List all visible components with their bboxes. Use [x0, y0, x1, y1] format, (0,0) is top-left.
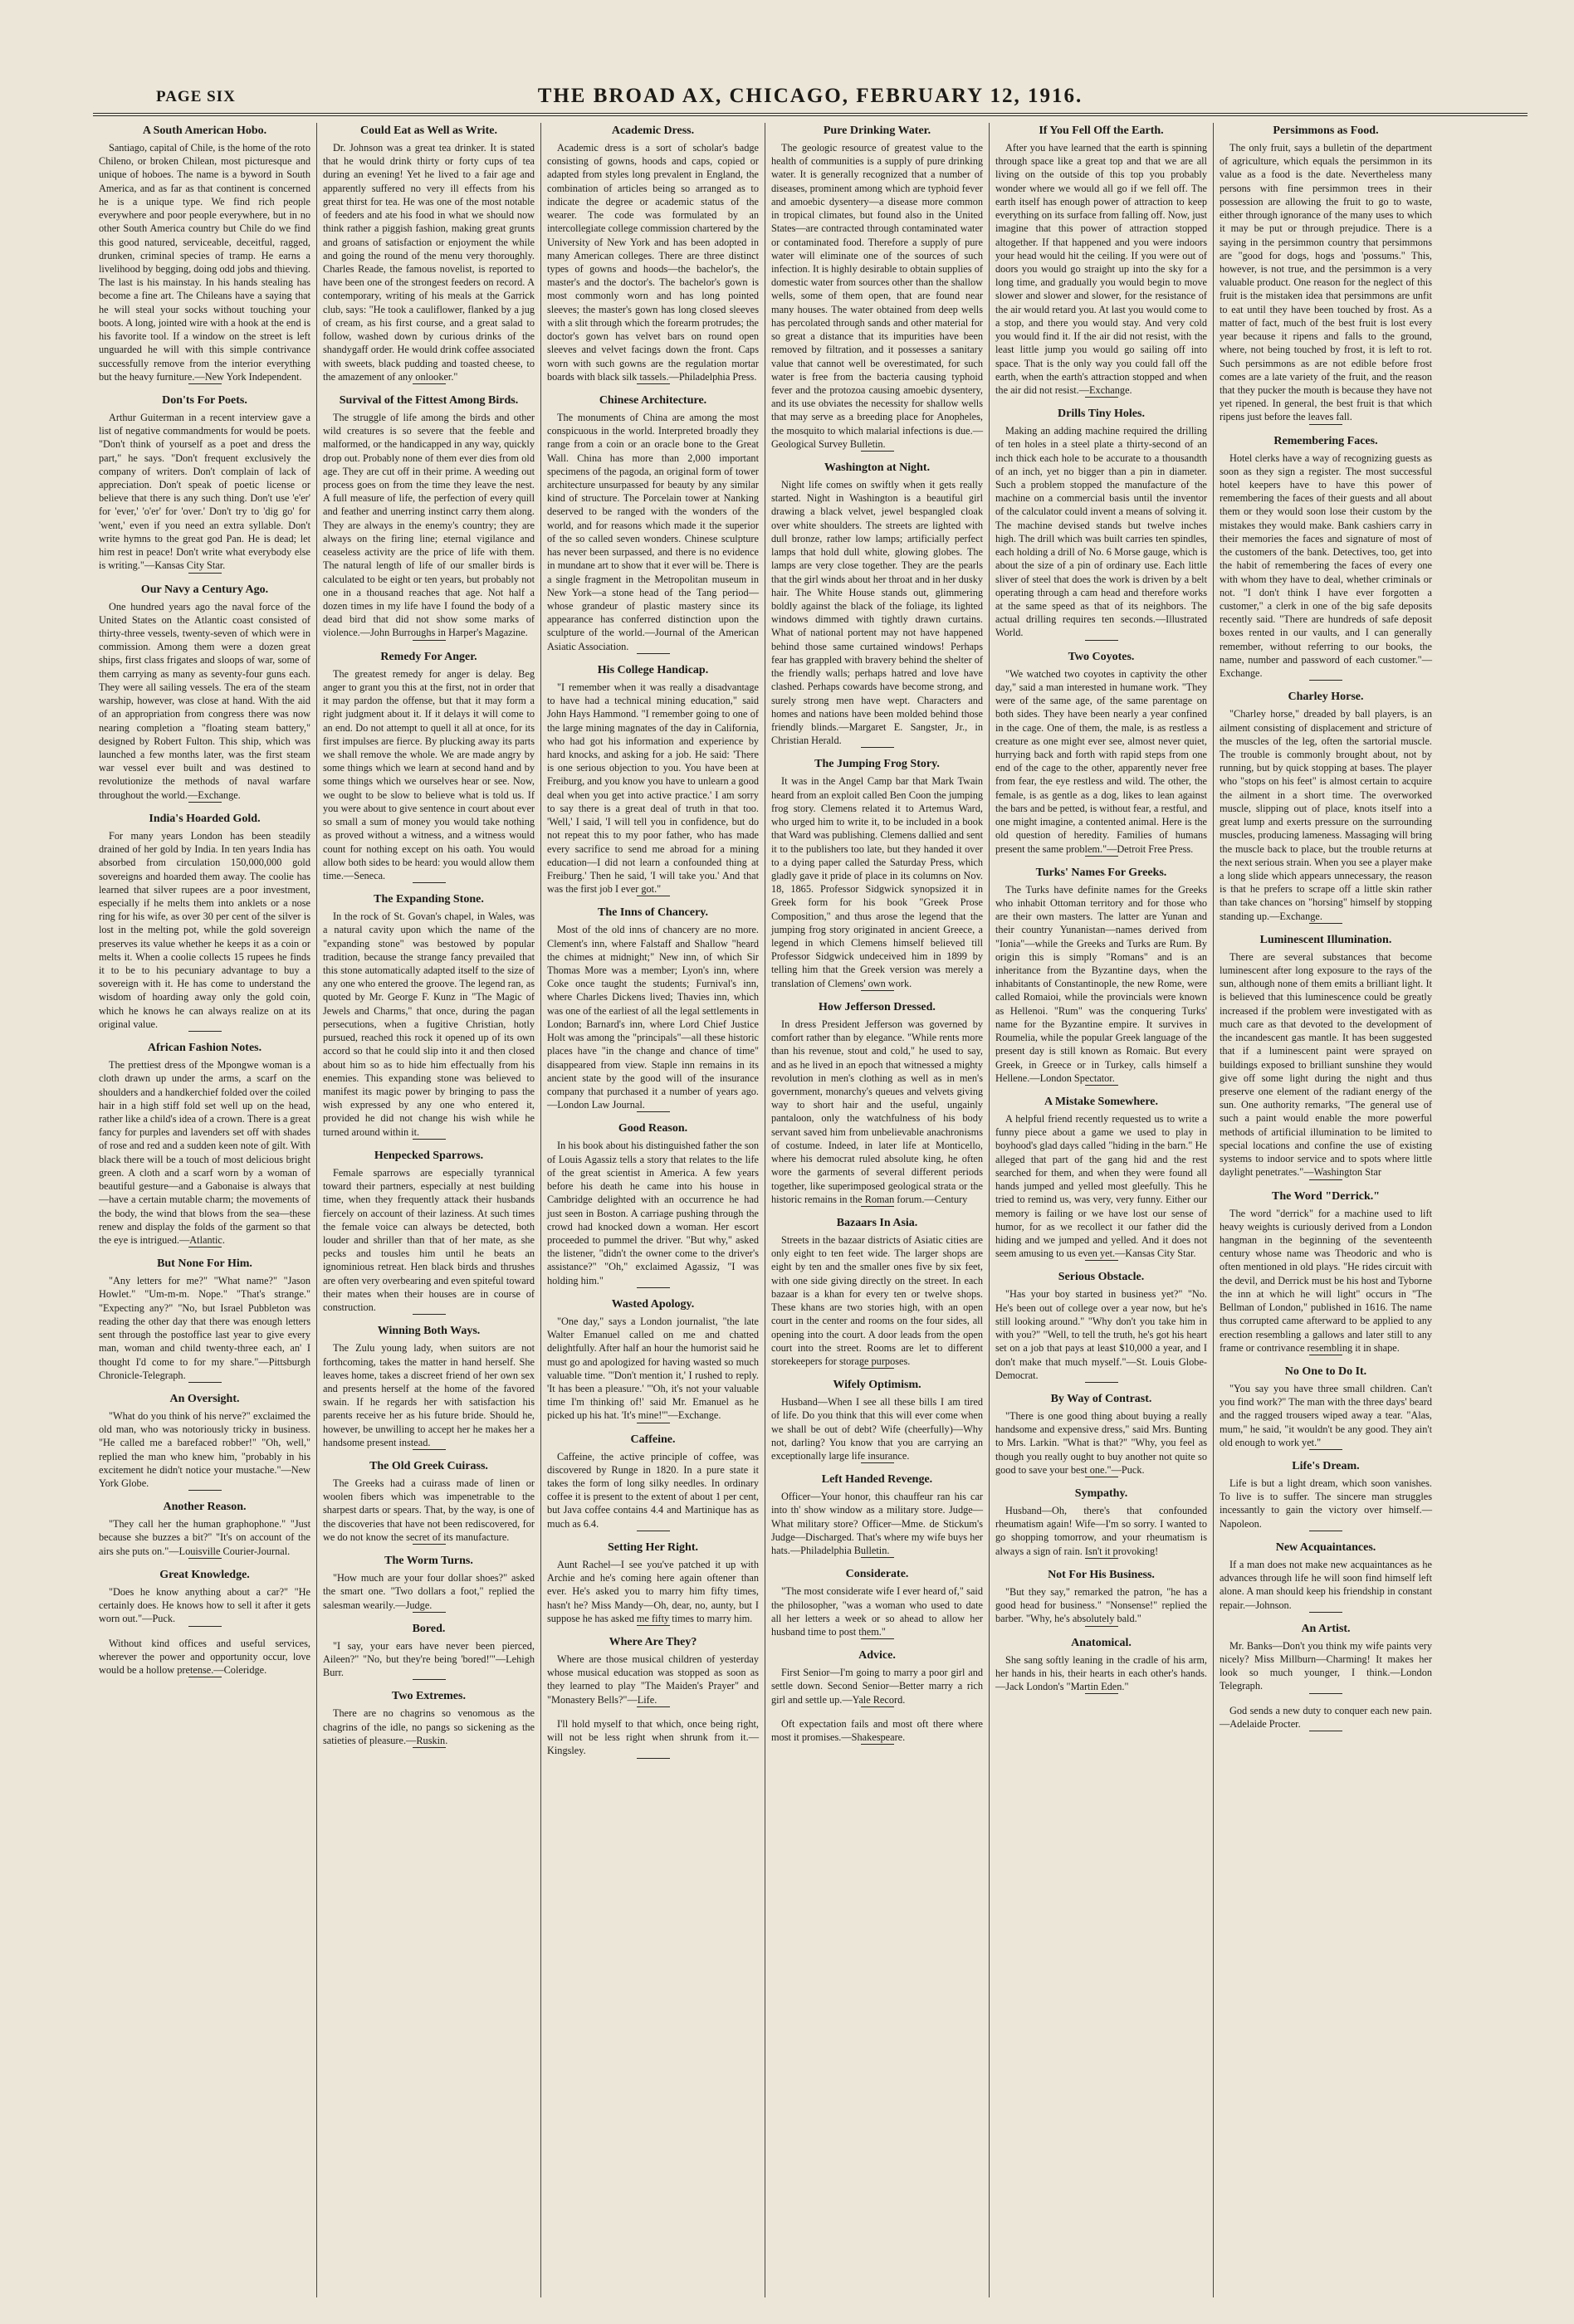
article-headline: The Inns of Chancery. — [597, 906, 709, 920]
article-headline: Another Reason. — [163, 1501, 247, 1514]
article — [323, 893, 535, 1140]
article-divider — [1309, 1612, 1342, 1613]
article-divider — [1085, 1693, 1118, 1694]
article-divider — [861, 1638, 894, 1639]
article — [1220, 691, 1432, 924]
article — [995, 867, 1207, 1086]
article-headline: African Fashion Notes. — [147, 1042, 262, 1055]
article-headline: How Jefferson Dressed. — [819, 1000, 936, 1013]
article-headline: Charley Horse. — [1288, 691, 1364, 704]
article-body: First Senior—I'm going to marry a poor girl and settle down. Second Senior—Better marry a rich girl and settle up.—Yale Record. — [771, 1667, 983, 1706]
article — [771, 758, 983, 991]
article-headline: A South American Hobo. — [142, 124, 267, 137]
article-body: "I say, your ears have never been pierced, Aileen?" "No, but they're being 'bored!'"—Lehigh Burr. — [323, 1639, 535, 1679]
article-body: Female sparrows are especially tyrannical toward their partners, especially at nest building time, when they frequently attack their husbands fiercely on account of their laziness. At such times the female voice can always be detected, both louder and shriller than that of her mate, as she pecks and tousles him until he beats an ignominious retreat. Hen black birds and thrushes are often very overbearing and even spiteful toward their mates when their houses are in course of construction. — [323, 1166, 535, 1314]
article-divider — [637, 1758, 670, 1759]
article-headline: Considerate. — [845, 1568, 909, 1581]
article-headline: Not For His Business. — [1048, 1568, 1155, 1581]
article-headline: The Worm Turns. — [384, 1555, 473, 1568]
article — [323, 1460, 535, 1545]
article-body: A helpful friend recently requested us to write a funny piece about a game we used to play in boyhood's glad days called "hiding in the barn." He alleged that part of the gang hid and the rest searched for them, and when they were found all hands jumped and yelled most gleefully. This he tried to remind us, was very, very funny. Either our memory is failing or we have lost our sense of humor, for as we recollect it our father did the hiding and we jumped and yelled. And it does not seem amusing to us even yet.—Kansas City Star. — [995, 1113, 1207, 1260]
article — [99, 813, 310, 1032]
article-divider — [1085, 1626, 1118, 1627]
article — [771, 1473, 983, 1558]
article-headline: By Way of Contrast. — [1050, 1392, 1152, 1405]
article — [995, 408, 1207, 641]
article-headline: Could Eat as Well as Write. — [360, 124, 497, 137]
article-body: Life is but a light dream, which soon vanishes. To live is to suffer. The sincere man struggles incessantly to gain the victory over himself.—Napoleon. — [1220, 1477, 1432, 1530]
article — [1220, 1704, 1432, 1731]
article-divider — [861, 1462, 894, 1463]
article-divider — [1085, 856, 1118, 857]
article-headline: If You Fell Off the Earth. — [1039, 124, 1164, 137]
page-number: PAGE SIX — [156, 88, 236, 105]
article-body: It was in the Angel Camp bar that Mark Twain heard from an exploit called Ben Coon the jumping frog story. Clemens related it to Artemus Ward, who urged him to write it, to be included in a book that Ward was publishing. Clemens dallied and sent it to the publishers too late, but they handed it over to a dying paper called the Saturday Press, which gladly gave it pride of place in its columns on Nov. 18, 1865. Professor Sidgwick synopsized it in Greek form for his book "Greek Prose Composition," and thus arose the legend that the jumping frog story originated in ancient Greece, a legend in which Clemens himself believed till Professor Sidgwick undeceived him in 1899 by telling him that the Greek version was merely a translation of Clemens' own work. — [771, 775, 983, 989]
article-body: After you have learned that the earth is spinning through space like a great top and that we are all living on the outside of this top you probably wonder where we would all go if we fell off. The earth itself has enough power of attraction to keep everything on its surface from falling off. Now, just imagine that this power of attraction stopped altogether. If that happened and you were indoors your head would hit the ceiling. If you were out of doors you would go straight up into the sky for a long time, and gradually you would begin to move slower and slower and slower, for the resistance of the air would retard you. At last you would come to a stop, and there you would stay. And very cold you would find it. If the air did not resist, with the least little jump you would go sailing off into space. That is the only way you could fall off the earth, when the earth's attraction stopped and when the air did not resist.—Exchange. — [995, 142, 1207, 396]
columns — [93, 123, 1528, 2297]
article-headline: But None For Him. — [157, 1257, 252, 1271]
article-body: Aunt Rachel—I see you've patched it up with Archie and he's coming here again oftener than ever. He's asked you to marry him fifty times, hasn't he? Miss Mandy—Oh, dear, no, aunty, but I suppose he has asked me fifty times to marry him. — [547, 1558, 759, 1624]
article — [547, 906, 759, 1112]
article — [1220, 1623, 1432, 1694]
article-body: Officer—Your honor, this chauffeur ran his car into th' show window as a military store. Judge—What military store? Officer—Mme. de Stickum's Judge—Discharged. That's where my wife buys her hats.—Philadelphia Bulletin. — [771, 1491, 983, 1557]
article-divider — [637, 653, 670, 654]
article — [547, 1541, 759, 1626]
article — [995, 1487, 1207, 1559]
article-body: "They call her the human graphophone." "Just because she buzzes a bit?" "It's on account of the airs she puts on."—Louisville Courier-Journal. — [99, 1518, 310, 1557]
article — [99, 124, 310, 384]
article — [995, 1569, 1207, 1627]
article — [547, 1717, 759, 1759]
article — [771, 1649, 983, 1707]
article — [1220, 934, 1432, 1180]
article-body: The only fruit, says a bulletin of the department of agriculture, which equals the persimmon in its value as a food is the date. Nevertheless many persons with fine persimmon trees in their possession are allowing the fruit to go to waste, either through ignorance of the many uses to which it may be put or through prejudice. There is a saying in the persimmon country that persimmons are "good for dogs, hogs and 'possums." This, however, is not true, and the persimmon is a very valuable product. One reason for the neglect of this fruit is the mistaken idea that persimmons are unfit to eat until they have been touched by frost. As a matter of fact, much of the best fruit is lost every year because it ripens and falls to the ground, where, not being touched by frost, it is left to rot. Such persimmons as are not edible before frost comes are a late variety of the fruit, and the reason that they pucker the mouth is because they have not yet ripened. In general, the best fruit is that which ripens just before the leaves fall. — [1220, 142, 1432, 423]
article — [99, 1569, 310, 1627]
article — [323, 394, 535, 641]
column-6 — [1214, 123, 1438, 2297]
article-body: Night life comes on swiftly when it gets really started. Night in Washington is a beautiful girl drawing a black velvet, jewel bespangled cloak over white shoulders. The streets are lighted with dull bronze, rather low lamps; artificially perfect lamps that hold dull white, glowing globes. The lamps are very close together. They are the pearls that the girl winds about her throat and in her dusky hair. The White House stands out, glimmering boldly against the black of the foliage, its lighted windows dimmed with tightly drawn curtains. What of national portent may not have happened behind those same curtained windows! Perhaps fear has grappled with bravery behind the shelter of the friendly walls; perhaps hatred and love have clashed. Perhaps cowards have become strong, and surely strong men have wept. Characters and homes and nations have been molded behind those friendly blinds.—Margaret E. Sangster, Jr., in Christian Herald. — [771, 479, 983, 747]
article-headline: Good Reason. — [618, 1122, 688, 1135]
article-body: I'll hold myself to that which, once being right, will not be less right when shrunk from it.—Kingsley. — [547, 1717, 759, 1757]
article-body: Caffeine, the active principle of coffee, was discovered by Runge in 1820. In a pure state it takes the form of long silky needles. In ordinary coffee it is present to the extent of about 1 per cent, but Java coffee contains 4.4 and Martinique has as much as 6.4. — [547, 1450, 759, 1530]
article-headline: Advice. — [858, 1649, 896, 1662]
article-headline: Academic Dress. — [611, 124, 695, 137]
article — [547, 1122, 759, 1287]
article-body: The geologic resource of greatest value to the health of communities is a supply of pure drinking water. It is generally recognized that a number of diseases, prominent among which are typhoid fever and amoebic dysentery—a disease more common in tropical climates, but found also in the United States—are contracted through contaminated water or contaminated food. Therefore a supply of pure water will eliminate one of the sources of such infection. It is highly desirable to obtain supplies of domestic water from sources other than the shallow wells, some of them open, that are found near many houses. The water obtained from deep wells has percolated through sands and other material for so great a distance that its impurities have been removed by filtration, and it possesses a sanitary value that cannot well be overestimated, for such water is free from the bacteria causing typhoid fever and the protozoa causing amoebic dysentery, and its use obviates the necessity for shallow wells that may serve as a breeding place for Anopheles, the mosquito to which malarial infections is due.—Geological Survey Bulletin. — [771, 142, 983, 450]
article — [1220, 1460, 1432, 1531]
article — [771, 1217, 983, 1369]
article-headline: Survival of the Fittest Among Birds. — [339, 393, 519, 407]
article — [99, 1393, 310, 1491]
article-divider — [413, 1747, 446, 1748]
article — [995, 1271, 1207, 1383]
article-headline: The Jumping Frog Story. — [814, 758, 940, 771]
article-divider — [861, 1206, 894, 1207]
article — [99, 583, 310, 803]
article-headline: Pure Drinking Water. — [823, 124, 931, 137]
article-divider — [1309, 923, 1342, 924]
article-headline: Chinese Architecture. — [599, 393, 707, 407]
article-divider — [188, 1558, 222, 1559]
article-headline: Left Handed Revenge. — [821, 1473, 933, 1487]
article-divider — [413, 383, 446, 384]
article-headline: Remedy For Anger. — [380, 650, 477, 663]
article-body: Most of the old inns of chancery are no more. Clement's inn, where Falstaff and Shallow "heard the chimes at midnight;" New inn, of which Sir Thomas More was a member; Lyon's inn, where Coke once taught the students; Furnival's inn, where Charles Dickens lived; Thavies inn, which was one of the earliest of all the legal settlements in London; Barnard's inn, where Lord Chief Justice Holt was among the "principals"—all these historic places have "in the change and chance of time" disappeared from view. Staple inn remains in its ancient state by the good will of the insurance company that purchased it a number of years ago.—London Law Journal. — [547, 924, 759, 1111]
article-divider — [637, 1706, 670, 1707]
article-body: "We watched two coyotes in captivity the other day," said a man interested in humane work. "They were of the same age, of the same parentage on both sides. They have been nearly a year confined in the cage. One of them, the male, is as restless a creature as one might ever see, almost never quiet, hurrying back and forth with rapid steps from one end of the cage to the other, apparently never free from fear, the eye restless and wild. The other, the female, is as gentle as a dog, likes to lean against the bars and be petted, is without fear, a restful, and one might imagine, a contented animal. Here is the old question of heredity. Families of humans present the same problem."—Detroit Free Press. — [995, 667, 1207, 855]
article-headline: Washington at Night. — [824, 461, 931, 475]
article-headline: Sympathy. — [1074, 1487, 1128, 1501]
article-headline: Wasted Apology. — [611, 1297, 695, 1311]
article-body: The prettiest dress of the Mpongwe woman is a cloth drawn up under the arms, a scarf on the shoulders and a handkerchief folded over the coiled hair in a high stiff fold set well up on the head, rather like a child's idea of a crown. There is a great fancy for purples and lavenders set off with shades of rose and red and a sudden keen note of gilt. With black there will be a touch of most delicious bright green. A cloth and a scarf worn by a woman of beautiful gesture—and a Gabonaise is always that—have a certain mutable charm; the movements of the body, the wind that blows from the sea—these renew and display the folds of the garment so that the eye is intrigued.—Atlantic. — [99, 1059, 310, 1246]
article — [995, 124, 1207, 398]
article-body: Making an adding machine required the drilling of ten holes in a steel plate a thirty-second of an inch thick each hole to be accurate to a thousandth of an inch, yet no bigger than a pin in diameter. Such a problem stopped the manufacture of the machine on a commercial basis until the inventor of the calculator could invent a means of solving it. The machine devised stands but twelve inches high. The drill which was built carries ten spindles, each holding a drill of No. 6 Morse gauge, which is about the size of a pin of ordinary use. Each little sliver of steel that does the work is driven by a belt operating through a cam head and therefore works at the same speed as that of its neighbors. The actual drilling requires ten seconds.—Illustrated World. — [995, 425, 1207, 639]
article-body: God sends a new duty to conquer each new pain.—Adelaide Procter. — [1220, 1704, 1432, 1730]
article-headline: Remembering Faces. — [1273, 434, 1378, 447]
article-divider — [1085, 1260, 1118, 1261]
article-headline: An Artist. — [1301, 1622, 1351, 1635]
article — [323, 1555, 535, 1613]
article — [1220, 1365, 1432, 1450]
article-divider — [1085, 1558, 1118, 1559]
article-headline: Wifely Optimism. — [833, 1379, 921, 1392]
article — [547, 1433, 759, 1531]
article — [547, 1636, 759, 1707]
article-divider — [637, 383, 670, 384]
article-body: The monuments of China are among the most conspicuous in the world. Interpreted broadly they range from a coin or an oracle bone to the Great Wall. China has more than 2,000 important specimens of the pagoda, an original form of tower architecture unsurpassed for beauty by any similar kind of structure. The Porcelain tower at Nanking deserved to be ranged with the wonders of the world, and for reasons which made it the superior of the so called seven wonders. Chinese sculpture has never been surpassed, and there is no evidence in mundane art to show that it ever will be. There is a single fragment in the Metropolitan museum in New York—a stone head of the Tang period—whose grandeur of plastic mastery since its appearance has conferred distinction upon the sculpture of the world.—Journal of the American Asiatic Association. — [547, 411, 759, 652]
article-body: "But they say," remarked the patron, "he has a good head for business." "Nonsense!" replied the barber. "Why, he's absolutely bald." — [995, 1585, 1207, 1625]
article-headline: New Acquaintances. — [1275, 1540, 1376, 1554]
article-headline: Life's Dream. — [1292, 1460, 1360, 1473]
article-divider — [413, 1139, 446, 1140]
article-divider — [413, 882, 446, 883]
article — [995, 651, 1207, 857]
article-body: "Has your boy started in business yet?" "No. He's been out of college over a year now, but he's still looking around." "Why don't you take him in with you?" "Well, to tell the truth, he's got his heart set on a job that pays at least $10,000 a year, and I don't make that much myself."—St. Louis Globe-Democrat. — [995, 1288, 1207, 1381]
article-headline: The Old Greek Cuirass. — [369, 1460, 488, 1473]
article-divider — [1309, 680, 1342, 681]
article-body: Dr. Johnson was a great tea drinker. It is stated that he would drink thirty or forty cups of tea during an evening! Yet he lived to a fair age and apparently suffered no very ill effects from his great thirst for tea. He was one of the most notable of feeders and ate his food in what we should now think rather a piggish fashion, making great grunts and groans of satisfaction or enjoyment the while and going the round of the menu very thoroughly. Charles Reade, the famous novelist, is reported to have been one of the strongest feeders on record. A contemporary, writing of his meals at the Garrick club, says: "He took a cauliflower, flanked by a jug of cream, as his first course, and a great salad to follow, washed down by curious drinks of the shandygaff order. He would drink coffee associated with sweets, black pudding and toasted cheese, to the amazement of any onlooker." — [323, 142, 535, 383]
article-divider — [188, 802, 222, 803]
article — [99, 394, 310, 574]
article-headline: Turks' Names For Greeks. — [1035, 866, 1167, 879]
article-divider — [637, 1111, 670, 1112]
article-headline: Great Knowledge. — [159, 1568, 250, 1581]
article-divider — [1085, 1382, 1118, 1383]
article-body: "Charley horse," dreaded by ball players, is an ailment consisting of displacement and stricture of the muscles of the leg, often the sartorial muscle. The trouble is commonly brought about, not by running, but by quick stopping at bases. The player who "stops on his feet" is almost certain to acquire the ailment in a short time. The overworked muscle, slipping out of place, knots itself into a great lump and exerts pressure on the surrounding muscles, producing lameness. Massaging will bring the muscle back to place, but the trouble returns at the next serious strain. When you see a player make a long slide which appears unnecessary, the reason is that he prefers to scrape off a little skin rather than take chances on "horsing" himself by stopping standing up.—Exchange. — [1220, 708, 1432, 922]
article-headline: Caffeine. — [630, 1433, 676, 1446]
article-divider — [188, 573, 222, 574]
article — [995, 1096, 1207, 1261]
article-body: In his book about his distinguished father the son of Louis Agassiz tells a story that relates to the life of the great scientist in America. A few years before his death he came into his house in Cambridge delighted with an occurrence he had just seen in Boston. A carriage pushing through the crowd had knocked down a woman. Her escort proceeded to pummel the driver. "But why," asked the listener, "didn't the owner come to the driver's assistance?" "Oh," exclaimed Agassiz, "I was holding him." — [547, 1140, 759, 1286]
article-body: In the rock of St. Govan's chapel, in Wales, was a natural cavity upon which the name of the "expanding stone" was bestowed by popular tradition, because the strange fancy prevailed that this stone automatically adapted itself to the size of any one who entered the groove. The legend ran, as quoted by Mr. George F. Kunz in "The Magic of Jewels and Charms," that once, during the pagan persecutions, when a fugitive Christian, hotly pursued, reached this rock it opened up of its own accord so that he could slip into it and then closed about him so as to hide him effectually from his enemies. This expanding stone was believed to manifest its magic power by bringing to pass the wish expressed by any one who entered it, provided he did not change his wish while he turned around within it. — [323, 911, 535, 1138]
article-headline: Where Are They? — [609, 1636, 697, 1648]
article-body: The greatest remedy for anger is delay. Beg anger to grant you this at the first, not in order that it may pardon the offense, but that it may form a right judgment about it. If it delays it will come to an end. Do not attempt to quell it all at once, for its first impulses are fierce. By plucking away its parts we shall remove the whole. We are made angry by some things which we learn at second hand and by some things which we ourselves hear or see. Now, we ought to be slow to believe what is told us. If you were about to give sentence in court about ever so small a sum of money you would take nothing as proved without a witness, and a witness would count for nothing except on his oath. You would allow both sides to be heard: you would allow them time.—Seneca. — [323, 667, 535, 881]
article-headline: Bazaars In Asia. — [836, 1216, 918, 1229]
article-body: "You say you have three small children. Can't you find work?" The man with the three days' beard and the ragged trousers wiped away a tear. "Alas, mum," he said, "it wouldn't be any good. They ain't old enough to work yet." — [1220, 1382, 1432, 1448]
article-divider — [637, 1287, 670, 1288]
article-body: One hundred years ago the naval force of the United States on the Atlantic coast consisted of thirty-three vessels, twenty-seven of which were in commission. Among them were a dozen great ships, first class frigates and sloops of war, some of them carrying as many as seventy-four guns each. They were all sailing vessels. The era of the steam warship, however, was close at hand. With the aid of an appropriation from congress there was now nearing completion a "floating steam battery," designed by Robert Fulton. This ship, which was launched a few months later, was the first steam war vessel ever built and was destined to revolutionize the methods of naval warfare throughout the world.—Exchange. — [99, 600, 310, 801]
article-headline: Persimmons as Food. — [1273, 124, 1379, 137]
article-divider — [413, 1679, 446, 1680]
article-body: In dress President Jefferson was governed by comfort rather than by elegance. "While rents more than his revenue, stout and cold," he used to say, and as he lived in an epoch that witnessed a mighty revolution in men's clothing as well as in men's government, monarchy's queues and velvets giving way to short hair and the useful, ungainly pantaloon, only the watchfulness of his body servant saved him from unbelievable anachronisms of costume. Indeed, in later life at Monticello, where his democrat ruled absolute king, he often wore the garments of several different periods together, like superimposed geological strata or the historic remains in the Roman forum.—Century — [771, 1018, 983, 1205]
article-divider — [1085, 1085, 1118, 1086]
article-body: Husband—Oh, there's that confounded rheumatism again! Wife—I'm so sorry. I wanted to go shopping tomorrow, and your rheumatism is always a sign of rain. Isn't it provoking! — [995, 1505, 1207, 1557]
article — [547, 394, 759, 654]
article — [547, 1298, 759, 1423]
article — [771, 1568, 983, 1639]
article-body: "One day," says a London journalist, "the late Walter Emanuel called on me and chatted delightfully. After half an hour the humorist said he must go and apologized for having wasted so much valuable time. "'Don't mention it,' I rushed to reply. 'It has been a pleasure.' "'Oh, it's not your valuable time I'm thinking of!' said Mr. Emanuel as he picked up his hat. 'It's mine!'"—Exchange. — [547, 1315, 759, 1422]
article — [1220, 1190, 1432, 1355]
article — [99, 1257, 310, 1383]
article-headline: India's Hoarded Gold. — [149, 812, 261, 825]
article-body: "There is one good thing about buying a really handsome and expensive dress," said Mrs. Bunting to Mrs. Larkin. "What is that?" "Why, you feel as though you really ought to buy another not quite so good to save your best one."—Puck. — [995, 1409, 1207, 1476]
article-divider — [861, 990, 894, 991]
article-headline: Two Extremes. — [392, 1690, 466, 1703]
article-headline: Don'ts For Poets. — [162, 393, 247, 407]
article-headline: The Expanding Stone. — [374, 893, 484, 906]
article-body: The Greeks had a cuirass made of linen or woolen fibers which was impenetrable to the sharpest darts or spears. That, by the way, is one of the discoveries that have not been rediscovered, for we do not know the secret of its manufacture. — [323, 1477, 535, 1543]
article-divider — [1085, 640, 1118, 641]
article — [99, 1637, 310, 1678]
column-1 — [93, 123, 317, 2297]
article-headline: No One to Do It. — [1284, 1365, 1367, 1378]
article-divider — [413, 1612, 446, 1613]
article-body: "Does he know anything about a car?" "He certainly does. He knows how to sell it after it gets worn out."—Puck. — [99, 1585, 310, 1625]
article — [323, 651, 535, 884]
article-divider — [861, 747, 894, 748]
article — [323, 1690, 535, 1748]
article-divider — [188, 383, 222, 384]
article — [771, 461, 983, 748]
newspaper-title: THE BROAD AX, CHICAGO, FEBRUARY 12, 1916. — [537, 85, 1083, 107]
article-divider — [188, 1490, 222, 1491]
article-divider — [1085, 397, 1118, 398]
article-headline: A Mistake Somewhere. — [1044, 1096, 1158, 1108]
article-divider — [861, 451, 894, 452]
article-divider — [413, 1449, 446, 1450]
article — [323, 1150, 535, 1315]
article-body: She sang softly leaning in the cradle of his arm, her hands in his, their hearts in each other's hands.—Jack London's "Martin Eden." — [995, 1653, 1207, 1692]
article-headline: His College Handicap. — [597, 663, 709, 676]
article-body: Hotel clerks have a way of recognizing guests as soon as they sign a register. The most successful hotel keepers have to have this power of remembering the faces of their guests and all about them or they would soon lose their custom by the mistakes they would make. Bank cashiers carry in their memories the faces and signature of most of the customers of the bank. Detectives, too, get into the habit of remembering the faces of every one with whom they have to deal, whether criminals or not. "I don't think I have ever forgotten a customer," a clerk in one of the big safe deposits recently said. "There are hundreds of safe deposit boxes rented in our vaults, and I can generally remember, without referring to our books, the name, number and password of each customer."—Exchange. — [1220, 452, 1432, 680]
column-2 — [317, 123, 541, 2297]
article-headline: An Oversight. — [169, 1392, 240, 1405]
article-body: "How much are your four dollar shoes?" asked the smart one. "Two dollars a foot," replied the salesman wearily.—Judge. — [323, 1572, 535, 1611]
article-divider — [1309, 1449, 1342, 1450]
article-headline: Henpecked Sparrows. — [374, 1149, 484, 1162]
article-divider — [1309, 1179, 1342, 1180]
article-divider — [861, 1557, 894, 1558]
article-body: Husband—When I see all these bills I am tired of life. Do you think that this will ever come when we shall be out of debt? Wife (cheerfully)—Why not, darling? You know that you are carrying an exceptionally large life insurance. — [771, 1396, 983, 1462]
article-body: Oft expectation fails and most oft there where most it promises.—Shakespeare. — [771, 1717, 983, 1744]
article — [995, 1637, 1207, 1695]
article — [547, 124, 759, 384]
article-headline: Two Coyotes. — [1068, 650, 1135, 663]
article — [771, 1717, 983, 1745]
article-headline: The Word "Derrick." — [1272, 1189, 1380, 1203]
article — [99, 1042, 310, 1247]
article-body: The struggle of life among the birds and other wild creatures is so severe that the feeble and malformed, or the handicapped in any way, quickly drop out. Probably none of them ever dies from old age. They are cut off in their prime. A weeding out process goes on from the time they leave the nest. A full measure of life, the perfection of every quill and feather and unerring instinct carry them along. They are always in the enemy's country; they are always on the firing line; eternal vigilance and ceaseless activity are the price of life with them. The natural length of life of our smaller birds is calculated to be eight or ten years, but probably not one in a thousand reaches that age. Not half a dozen times in my life have I found the body of a dead bird that did not show some marks of violence.—John Burroughs in Harper's Magazine. — [323, 411, 535, 639]
column-3 — [541, 123, 765, 2297]
article-headline: Drills Tiny Holes. — [1058, 408, 1145, 421]
article-divider — [1309, 1693, 1342, 1694]
article-body: Santiago, capital of Chile, is the home of the roto Chileno, or broken Chilean, most picturesque and unique of hoboes. The name is a byword in South America, and as far as that continent is concerned he is a unique type. We find rich people everywhere and poor people everywhere, but in no other South America country but Chile do we find this good natured, serviceable, deceitful, ragged, drunken, criminal species of tramp. He earns a livelihood by begging, doing odd jobs and thieving. The last is his mainstay. In his hands stealing has become a fine art. The Chileans have a saying that he will steal your socks without touching your boots. A long, jointed wire with a hook at the end is his favorite tool. If a window on the street is left unguarded he will with this simple contrivance successfully remove from the interior everything but the heavy furniture.—New York Independent. — [99, 142, 310, 383]
article-divider — [188, 1626, 222, 1627]
article-body: There are several substances that become luminescent after long exposure to the rays of the sun, although none of them emits a brilliant light. It is believed that this luminescence could be greatly increased if the problem were investigated with as much care as that devoted to the development of the incandescent gas mantle. It has been suggested that if a luminescent paint were sprayed on buildings exposed to brilliant sunshine they would give off some light during the night and thus preserve one element of the radiant energy of the sun. One authority remarks, "The general use of such a paint would enable the more powerful methods of artificial illumination to be limited to special locations and confine the use of existing systems to indoor service and to spots where little daylight penetrates."—Washington Star — [1220, 950, 1432, 1179]
article-body: Mr. Banks—Don't you think my wife paints very nicely? Miss Millburn—Charming! It makes her look so much younger, I think.—London Telegraph. — [1220, 1639, 1432, 1692]
article-divider — [188, 1382, 222, 1383]
article-divider — [413, 1544, 446, 1545]
masthead — [93, 80, 1528, 116]
article-headline: Serious Obstacle. — [1058, 1271, 1145, 1284]
article-body: There are no chagrins so venomous as the chagrins of the idle, no pangs so sickening as the satieties of pleasure.—Ruskin. — [323, 1707, 535, 1746]
article — [323, 1623, 535, 1681]
article — [771, 124, 983, 452]
article-body: Where are those musical children of yesterday whose musical education was stopped as soon as they learned to play "The Maiden's Prayer" and "Monastery Bells?"—Life. — [547, 1653, 759, 1706]
column-5 — [990, 123, 1214, 2297]
article-body: Without kind offices and useful services, wherever the power and opportunity occur, love would be a hollow pretense.—Coleridge. — [99, 1637, 310, 1676]
article-body: Academic dress is a sort of scholar's badge consisting of gowns, hoods and caps, copied or adapted from styles long prevalent in England, the combination of articles being so arranged as to indicate the degree or academic status of the wearer. The code was formulated by an intercollegiate college commission chartered by the University of New York and has been adopted in many American colleges. There are three distinct types of gowns and hoods—the bachelor's, the master's and the doctor's. The bachelor's gown is most commonly worn and has long pointed sleeves; the master's gown has long closed sleeves with a slit through which the forearm protrudes; the doctor's gown has velvet bars on round open sleeves and velvet facings down the front. Caps worn with such gowns are the regulation mortar boards with black silk tassels.—Philadelphia Press. — [547, 142, 759, 383]
article — [1220, 1541, 1432, 1613]
article-body: The word "derrick" for a machine used to lift heavy weights is curiously derived from a London hangman in the beginning of the seventeenth century whose name was Theodoric and who is often mentioned in old plays. "He rides circuit with the devil, and Derrick must be his host and Tyborne the inn at which he will light" occurs in "The Bellman of London," published in 1616. The name thus corrupted came afterward to be applied to any erection resembling a gallows and later still to any frame or contrivance resembling it in shape. — [1220, 1207, 1432, 1354]
article — [99, 1501, 310, 1559]
article-divider — [413, 640, 446, 641]
article-body: "The most considerate wife I ever heard of," said the philosopher, "was a woman who used to date all her letters a week or so ahead to allow her husband time to post them." — [771, 1585, 983, 1638]
article-headline: Setting Her Right. — [607, 1540, 698, 1554]
article-divider — [861, 1368, 894, 1369]
article — [1220, 435, 1432, 681]
article-headline: Our Navy a Century Ago. — [140, 583, 269, 596]
article-divider — [861, 1706, 894, 1707]
article-body: "Any letters for me?" "What name?" "Jason Howlet." "Um-m-m. Nope." "That's strange." "Expecting any?" "No, but Israel Pubbleton was reading the other day that there was enough letters sent through the postoffice last year to give every man, woman and child twenty-three each, an' I thought I'd come to for my share."—Pittsburgh Chronicle-Telegraph. — [99, 1275, 310, 1381]
article-body: Arthur Guiterman in a recent interview gave a list of negative commandments for would be poets. "Don't think of yourself as a poet and dress the part," he says. "Don't frequent exclusively the company of writers. Don't complain of lack of appreciation. Don't speak of poetic license or believe that there is any such thing. Don't use 'e'er' for 'ever,' 'o'er' for 'over.' Don't try to 'dig go' for 'went,' even if you need an extra syllable. Don't write hymns to the great god Pan. He is dead; let him rest in peace! Don't write what everybody else is writing."—Kansas City Star. — [99, 411, 310, 572]
article — [547, 664, 759, 897]
column-4 — [765, 123, 990, 2297]
article — [771, 1001, 983, 1207]
article-headline: Luminescent Illumination. — [1259, 933, 1392, 946]
article-divider — [637, 1625, 670, 1626]
article-body: If a man does not make new acquaintances as he advances through life he will soon find himself left alone. A man should keep his friendship in constant repair.—Johnson. — [1220, 1558, 1432, 1611]
article-body: "I remember when it was really a disadvantage to have had a technical mining education," said John Hays Hammond. "I remember going to one of the large mining magnates of the day in California, who had got his information and experience by hard knocks, and asking for a job. He said: 'There is one serious objection to you. You have been at Freiburg, and you know you have to unlearn a good deal when you get into active practice.' I am sorry to say there is a great deal of truth in that too. 'Well,' I said, 'I will tell you in confidence, but do not repeat this to my poor father, who has made every sacrifice to send me abroad for a mining education—I did not learn a confounded thing at Freiburg.' Then he said, 'I will take you.' And that was the first job I ever got." — [547, 681, 759, 896]
article — [323, 124, 535, 384]
article-headline: Anatomical. — [1071, 1636, 1132, 1649]
article — [771, 1379, 983, 1463]
article-divider — [413, 1314, 446, 1315]
article — [323, 1325, 535, 1450]
article-body: The Turks have definite names for the Greeks who inhabit Ottoman territory and for those who are their own masters. The latter are Yunan and their country Yunanistan—names derived from "Ionia"—while the Greeks and Turks are Rum. By origin this is simply "Romans" and is an inheritance from the Byzantine days, when the inhabitants of Constantinople, the new Rome, were called Romaioi, while the provincials were known as Hellenoi. "Rum" was the conquering Turks' name for the Byzantine empire. It survives in Roumelia, while the popular Greek language of the present day is still known as Romaic. But every Greek, in Greece or in Turkey, calls himself a Hellene.—London Spectator. — [995, 883, 1207, 1084]
article-body: For many years London has been steadily drained of her gold by India. In ten years India has absorbed from circulation 150,000,000 gold sovereigns and hoarded them away. The coolie has learned that silver rupees are a poor investment, especially if he melts them into anklets or a nose ring for his wife, as over 30 per cent of the silver is lost in the melting pot, while the gold sovereign preserves its value whether he keeps it as a coin or melts it. When a coolie collects 15 rupees he finds it to be to his pecuniary advantage to buy a sovereign with it. He has come to understand the wisdom of hoarding away only the gold coin, which he knows he can always realize on at its original value. — [99, 829, 310, 1030]
article-divider — [188, 1031, 222, 1032]
article-divider — [1309, 424, 1342, 425]
article-body: Streets in the bazaar districts of Asiatic cities are only eight to ten feet wide. The larger shops are eight by ten and the smaller ones five by six feet, with one side giving directly on the street. In each bazaar is a khan for every ten or twelve shops. These khans are two stories high, with an open court in the center and rooms on the four sides, all opening into the court. A door leads from the open court into the street. Rooms are let to different storekeepers for storage purposes. — [771, 1233, 983, 1367]
article-body: The Zulu young lady, when suitors are not forthcoming, takes the matter in hand herself. She leaves home, takes a discreet friend of her own sex and presents herself at the home of the favored swain. If he regards her with satisfaction his parents receive her as his future bride. Should he, however, be unwilling to accept her he makes her a handsome present instead. — [323, 1342, 535, 1448]
article — [1220, 124, 1432, 425]
article-headline: Winning Both Ways. — [377, 1325, 481, 1338]
article-headline: Bored. — [412, 1622, 446, 1635]
article — [995, 1393, 1207, 1477]
article-body: "What do you think of his nerve?" exclaimed the old man, who was notoriously tricky in business. "He called me a barefaced robber!" "Oh, well," replied the man who knew him, "probably in his excitement he didn't notice your mustache."—New York Globe. — [99, 1409, 310, 1490]
article-divider — [861, 1744, 894, 1745]
